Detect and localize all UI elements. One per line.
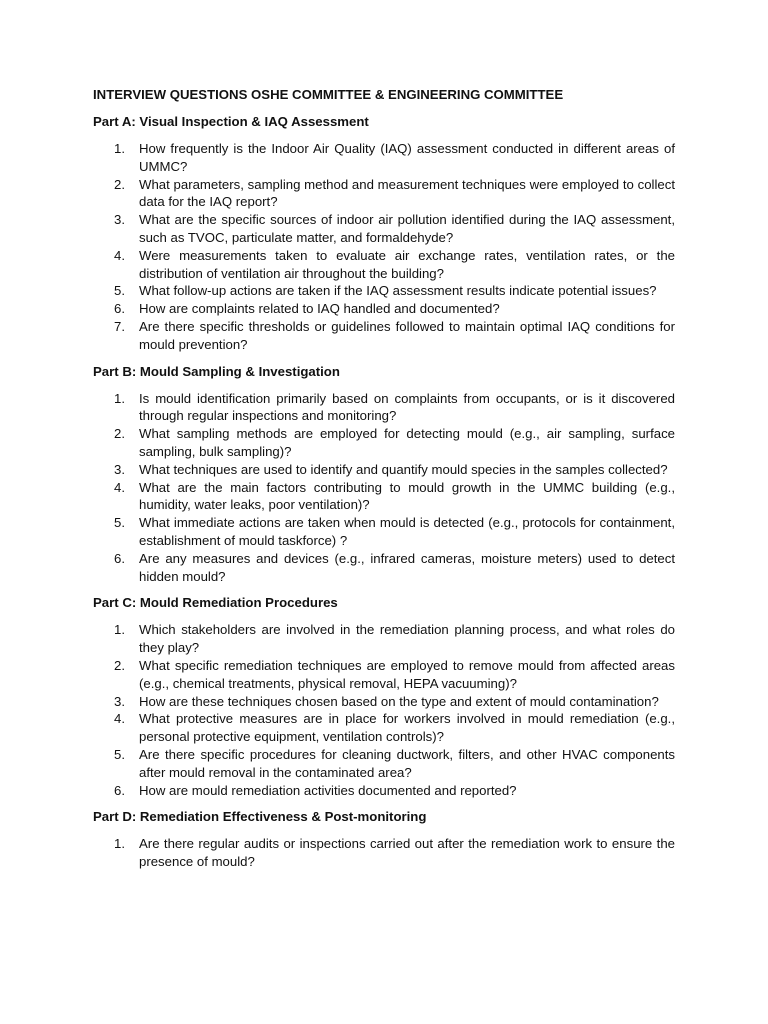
question-text: Are any measures and devices (e.g., infrared cameras, moisture meters) used to detect hidden mould?	[139, 550, 675, 584]
question-number: 4.	[114, 479, 125, 495]
question-text: What specific remediation techniques are employed to remove mould from affected areas (e.g., chemical treatments, physical removal, HEPA vacuuming)?	[139, 657, 675, 691]
question-item	[93, 835, 675, 871]
question-text: How are mould remediation activities documented and reported?	[139, 782, 517, 798]
question-number: 5.	[114, 746, 125, 762]
question-number: 1.	[114, 836, 125, 852]
question-number: 2.	[114, 176, 125, 192]
question-text: How are these techniques chosen based on the type and extent of mould contamination?	[139, 693, 659, 709]
question-number: 4.	[114, 247, 125, 263]
question-item	[93, 621, 675, 657]
question-item	[93, 211, 675, 247]
question-item	[93, 247, 675, 283]
question-item	[93, 782, 675, 800]
document-sections	[93, 113, 675, 871]
question-number: 6.	[114, 301, 125, 317]
question-item	[93, 693, 675, 711]
question-text: How are complaints related to IAQ handled and documented?	[139, 301, 500, 317]
section-heading-part-c: Part C: Mould Remediation Procedures	[93, 595, 338, 611]
question-number: 1.	[114, 390, 125, 406]
question-number: 6.	[114, 550, 125, 566]
question-item	[93, 657, 675, 693]
question-text: Were measurements taken to evaluate air exchange rates, ventilation rates, or the distribution of ventilation air throughout the building?	[139, 247, 675, 281]
question-text: How frequently is the Indoor Air Quality (IAQ) assessment conducted in different areas of UMMC?	[139, 141, 675, 174]
question-text: What sampling methods are employed for detecting mould (e.g., air sampling, surface sampling, bulk sampling)?	[139, 426, 675, 459]
question-text: What parameters, sampling method and measurement techniques were employed to collect data for the IAQ report?	[139, 176, 675, 210]
question-list	[93, 835, 675, 871]
question-list	[93, 621, 675, 799]
question-text: Are there specific thresholds or guidelines followed to maintain optimal IAQ conditions for mould prevention?	[139, 318, 675, 352]
question-item	[93, 300, 675, 318]
question-text: Are there specific procedures for cleaning ductwork, filters, and other HVAC components after mould removal in the contaminated area?	[139, 746, 675, 780]
question-text: What protective measures are in place for workers involved in mould remediation (e.g., personal protective equipment, ventilation controls)?	[139, 711, 675, 745]
document-page	[93, 86, 675, 880]
question-text: Is mould identification primarily based on complaints from occupants, or is it discovered through regular inspections and monitoring?	[139, 390, 675, 424]
question-number: 3.	[114, 212, 125, 228]
question-item	[93, 176, 675, 212]
question-number: 6.	[114, 782, 125, 798]
question-text: What immediate actions are taken when mould is detected (e.g., protocols for containment, establishment of mould taskforce) ?	[139, 515, 675, 548]
question-text: What follow-up actions are taken if the IAQ assessment results indicate potential issues?	[139, 283, 657, 299]
question-item	[93, 318, 675, 354]
section-heading-part-a: Part A: Visual Inspection & IAQ Assessment	[93, 114, 369, 129]
question-list	[93, 140, 675, 354]
question-number: 1.	[114, 622, 125, 638]
question-number: 3.	[114, 461, 125, 477]
question-number: 2.	[114, 426, 125, 442]
question-number: 1.	[114, 141, 125, 156]
question-item	[93, 550, 675, 586]
document-title: INTERVIEW QUESTIONS OSHE COMMITTEE & ENGINEERING COMMITTEE	[93, 87, 564, 102]
question-number: 7.	[114, 318, 125, 334]
question-text: What are the specific sources of indoor air pollution identified during the IAQ assessment, such as TVOC, particulate matter, and formaldehyde?	[139, 212, 675, 245]
question-number: 3.	[114, 693, 125, 709]
question-item	[93, 282, 675, 300]
question-item	[93, 425, 675, 461]
question-text: Are there regular audits or inspections carried out after the remediation work to ensure the presence of mould?	[139, 836, 675, 870]
question-text: Which stakeholders are involved in the remediation planning process, and what roles do they play?	[139, 622, 675, 656]
question-item	[93, 479, 675, 515]
section-heading-part-b: Part B: Mould Sampling & Investigation	[93, 363, 340, 379]
question-item	[93, 461, 675, 479]
question-text: What are the main factors contributing to mould growth in the UMMC building (e.g., humidity, water leaks, poor ventilation)?	[139, 479, 675, 513]
question-item	[93, 390, 675, 426]
question-number: 4.	[114, 711, 125, 727]
question-number: 5.	[114, 283, 125, 299]
section-heading-part-d: Part D: Remediation Effectiveness & Post-monitoring	[93, 809, 427, 825]
question-item	[93, 514, 675, 550]
question-text: What techniques are used to identify and quantify mould species in the samples collected?	[139, 461, 668, 477]
question-item	[93, 710, 675, 746]
question-item	[93, 140, 675, 176]
question-list	[93, 390, 675, 586]
question-item	[93, 746, 675, 782]
question-number: 2.	[114, 657, 125, 673]
question-number: 5.	[114, 515, 125, 531]
